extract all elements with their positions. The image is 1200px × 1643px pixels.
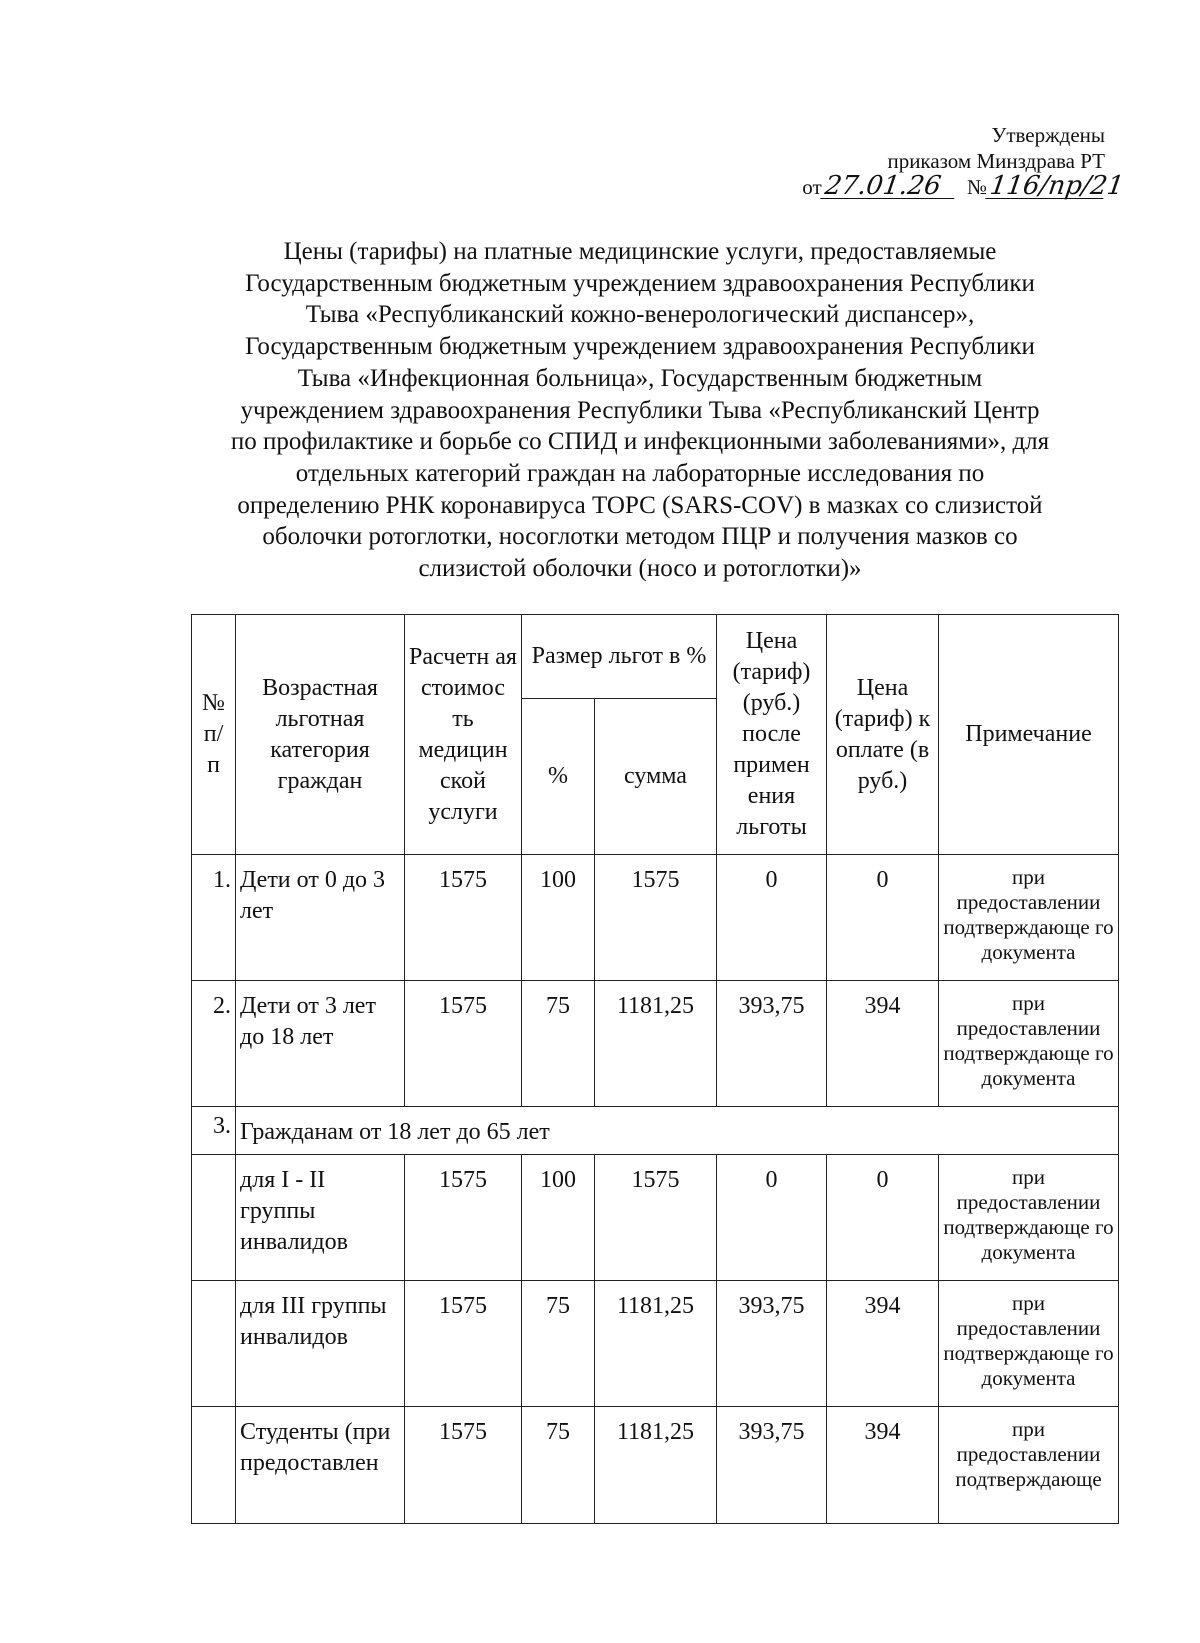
approval-order-line: приказом Минздрава РТ xyxy=(887,149,1105,173)
cell-cost: 1575 xyxy=(405,981,522,1107)
handwritten-order-number: 116/пр/21 xyxy=(985,174,1107,199)
section-label: Гражданам от 18 лет до 65 лет xyxy=(236,1107,1119,1155)
title-line: слизистой оболочки (носо и ротоглотки)» xyxy=(418,555,862,583)
cell-note: при предоставлении подтверждающе го документа xyxy=(939,855,1119,981)
cell-price-pay: 0 xyxy=(827,1155,939,1281)
title-line: оболочки ротоглотки, носоглотки методом ПЦР и получения мазков со xyxy=(262,523,1018,551)
cell-cost: 1575 xyxy=(405,1281,522,1407)
cell-note: при предоставлении подтверждающе го документа xyxy=(939,981,1119,1107)
cell-num: 2. xyxy=(192,981,236,1107)
cell-note: при предоставлении подтверждающе xyxy=(939,1407,1119,1524)
cell-note: при предоставлении подтверждающе го документа xyxy=(939,1281,1119,1407)
cell-price-after: 393,75 xyxy=(717,981,827,1107)
table-header-row xyxy=(192,615,1119,699)
header-price-pay: Цена (тариф) к оплате (в руб.) xyxy=(827,615,939,855)
table-section-row xyxy=(192,1107,1119,1155)
title-line: по профилактике и борьбе со СПИД и инфекционными заболеваниями», для xyxy=(230,428,1050,456)
cell-price-pay: 394 xyxy=(827,1281,939,1407)
header-percent: % xyxy=(522,699,595,855)
cell-price-pay: 0 xyxy=(827,855,939,981)
cell-price-pay: 394 xyxy=(827,1407,939,1524)
cell-sum: 1181,25 xyxy=(595,1407,717,1524)
cell-price-after: 0 xyxy=(717,855,827,981)
table-row xyxy=(192,1407,1119,1524)
cell-num xyxy=(192,1281,236,1407)
table-row xyxy=(192,1281,1119,1407)
cell-num: 1. xyxy=(192,855,236,981)
cell-price-after: 393,75 xyxy=(717,1281,827,1407)
cell-sum: 1575 xyxy=(595,1155,717,1281)
header-sum: сумма xyxy=(595,699,717,855)
approval-block xyxy=(802,122,1126,201)
title-line: Тыва «Инфекционная больница», Государственным бюджетным xyxy=(297,364,983,392)
cell-cost: 1575 xyxy=(405,1407,522,1524)
cell-price-after: 0 xyxy=(717,1155,827,1281)
cell-sum: 1181,25 xyxy=(595,1281,717,1407)
cell-note: при предоставлении подтверждающе го документа xyxy=(939,1155,1119,1281)
header-cost: Расчетн ая стоимос ть медицин ской услуги xyxy=(405,615,522,855)
date-prefix: от xyxy=(802,175,822,199)
cell-percent: 75 xyxy=(522,981,595,1107)
title-line: отдельных категорий граждан на лабораторные исследования по xyxy=(295,459,985,487)
header-num: № п/ п xyxy=(192,615,236,855)
cell-num xyxy=(192,1155,236,1281)
title-line: Государственным бюджетным учреждением здравоохранения Республики xyxy=(245,269,1035,297)
header-note: Примечание xyxy=(939,615,1119,855)
cell-category: Дети от 0 до 3 лет xyxy=(236,855,405,981)
cell-sum: 1575 xyxy=(595,855,717,981)
cell-sum: 1181,25 xyxy=(595,981,717,1107)
header-price-after: Цена (тариф) (руб.) после примен ения льготы xyxy=(717,615,827,855)
cell-percent: 75 xyxy=(522,1407,595,1524)
title-line: учреждением здравоохранения Республики Тыва «Республиканский Центр xyxy=(240,396,1040,424)
cell-percent: 100 xyxy=(522,1155,595,1281)
cell-category: Студенты (при предоставлен xyxy=(236,1407,405,1524)
approval-date-number-line xyxy=(802,171,1126,201)
table-row xyxy=(192,981,1119,1107)
title-line: Тыва «Республиканский кожно-венерологический диспансер», xyxy=(305,301,975,329)
cell-cost: 1575 xyxy=(405,1155,522,1281)
cell-percent: 75 xyxy=(522,1281,595,1407)
title-line: определению РНК коронавируса ТОРС (SARS-COV) в мазках со слизистой xyxy=(237,491,1043,519)
table-row xyxy=(192,1155,1119,1281)
approval-heading: Утверждены xyxy=(991,123,1105,147)
cell-num xyxy=(192,1407,236,1524)
cell-category: для I - II группы инвалидов xyxy=(236,1155,405,1281)
handwritten-date: 27.01.26 xyxy=(820,174,958,199)
header-benefit-group: Размер льгот в % xyxy=(522,615,717,699)
cell-price-pay: 394 xyxy=(827,981,939,1107)
cell-num: 3. xyxy=(192,1107,236,1155)
cell-cost: 1575 xyxy=(405,855,522,981)
document-title xyxy=(190,236,1090,585)
tariff-table xyxy=(191,614,1119,1524)
cell-price-after: 393,75 xyxy=(717,1407,827,1524)
header-category: Возрастная льготная категория граждан xyxy=(236,615,405,855)
number-prefix: № xyxy=(966,175,987,199)
cell-category: для III группы инвалидов xyxy=(236,1281,405,1407)
cell-percent: 100 xyxy=(522,855,595,981)
title-line: Цены (тарифы) на платные медицинские услуги, предоставляемые xyxy=(283,238,997,265)
cell-category: Дети от 3 лет до 18 лет xyxy=(236,981,405,1107)
title-line: Государственным бюджетным учреждением здравоохранения Республики xyxy=(245,333,1035,361)
table-row xyxy=(192,855,1119,981)
